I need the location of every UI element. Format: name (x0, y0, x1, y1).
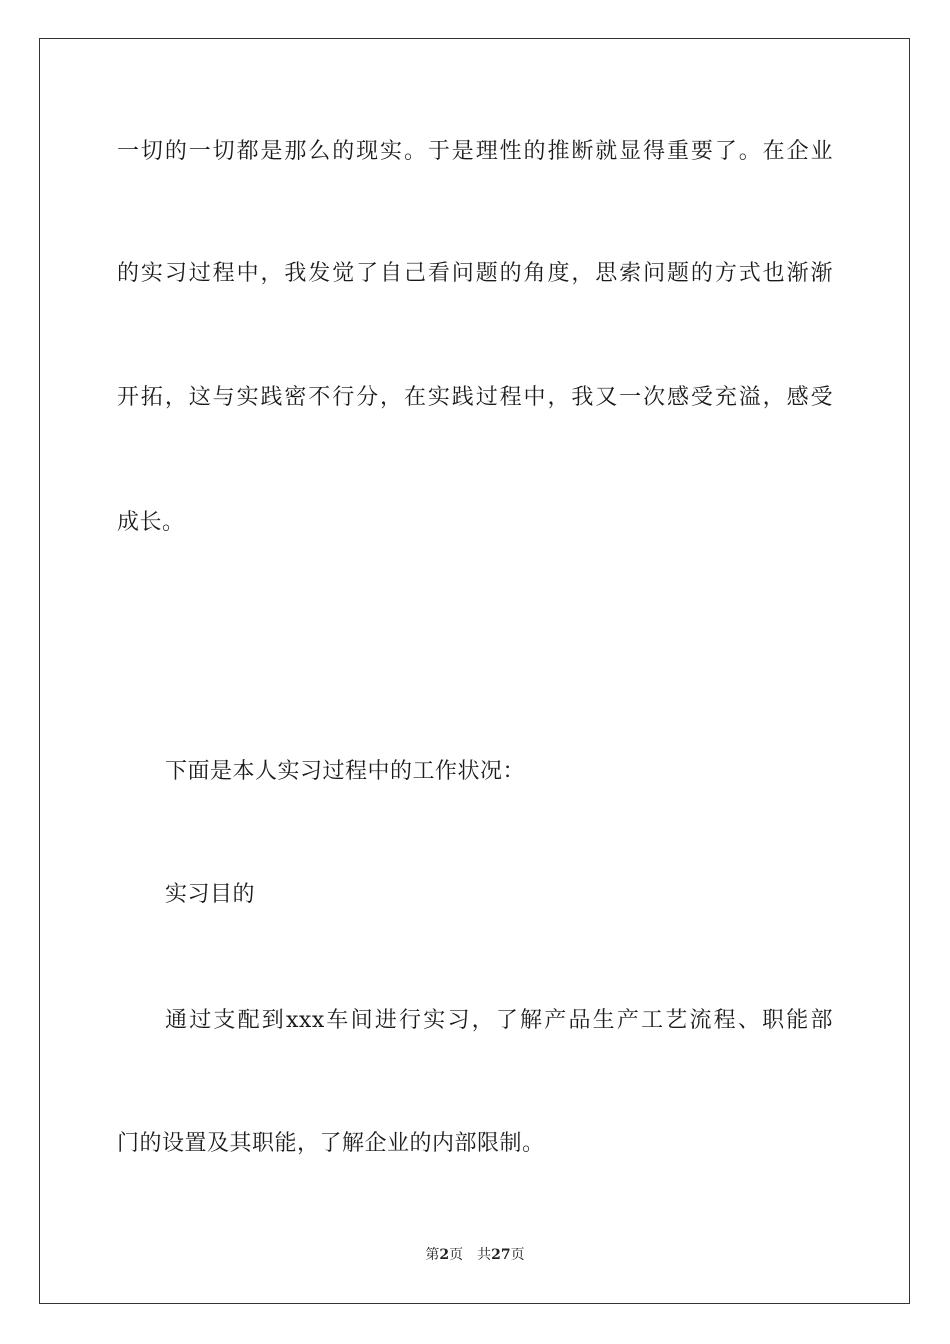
purpose-line-2: 门的设置及其职能，了解企业的内部限制。 (117, 1131, 545, 1156)
purpose-line-1: 通过支配到xxx车间进行实习，了解产品生产工艺流程、职能部 (165, 1008, 833, 1033)
section-intro: 下面是本人实习过程中的工作状况： (165, 759, 526, 784)
page-border (39, 38, 910, 1304)
total-pages: 27 (491, 1247, 511, 1263)
page-prefix: 第 (425, 1247, 440, 1263)
total-prefix: 共 (477, 1247, 492, 1263)
paragraph-line-2: 的实习过程中，我发觉了自己看问题的角度，思索问题的方式也渐渐 (117, 261, 833, 286)
section-heading-purpose: 实习目的 (165, 882, 256, 907)
page-number: 2 (439, 1247, 450, 1263)
paragraph-line-4: 成长。 (117, 510, 185, 535)
paragraph-line-1: 一切的一切都是那么的现实。于是理性的推断就显得重要了。在企业 (117, 139, 833, 164)
total-suffix: 页 (510, 1247, 525, 1263)
paragraph-line-3: 开拓，这与实践密不行分，在实践过程中，我又一次感受充溢，感受 (117, 385, 833, 410)
page-suffix: 页 (449, 1247, 464, 1263)
page-footer (0, 1245, 950, 1265)
